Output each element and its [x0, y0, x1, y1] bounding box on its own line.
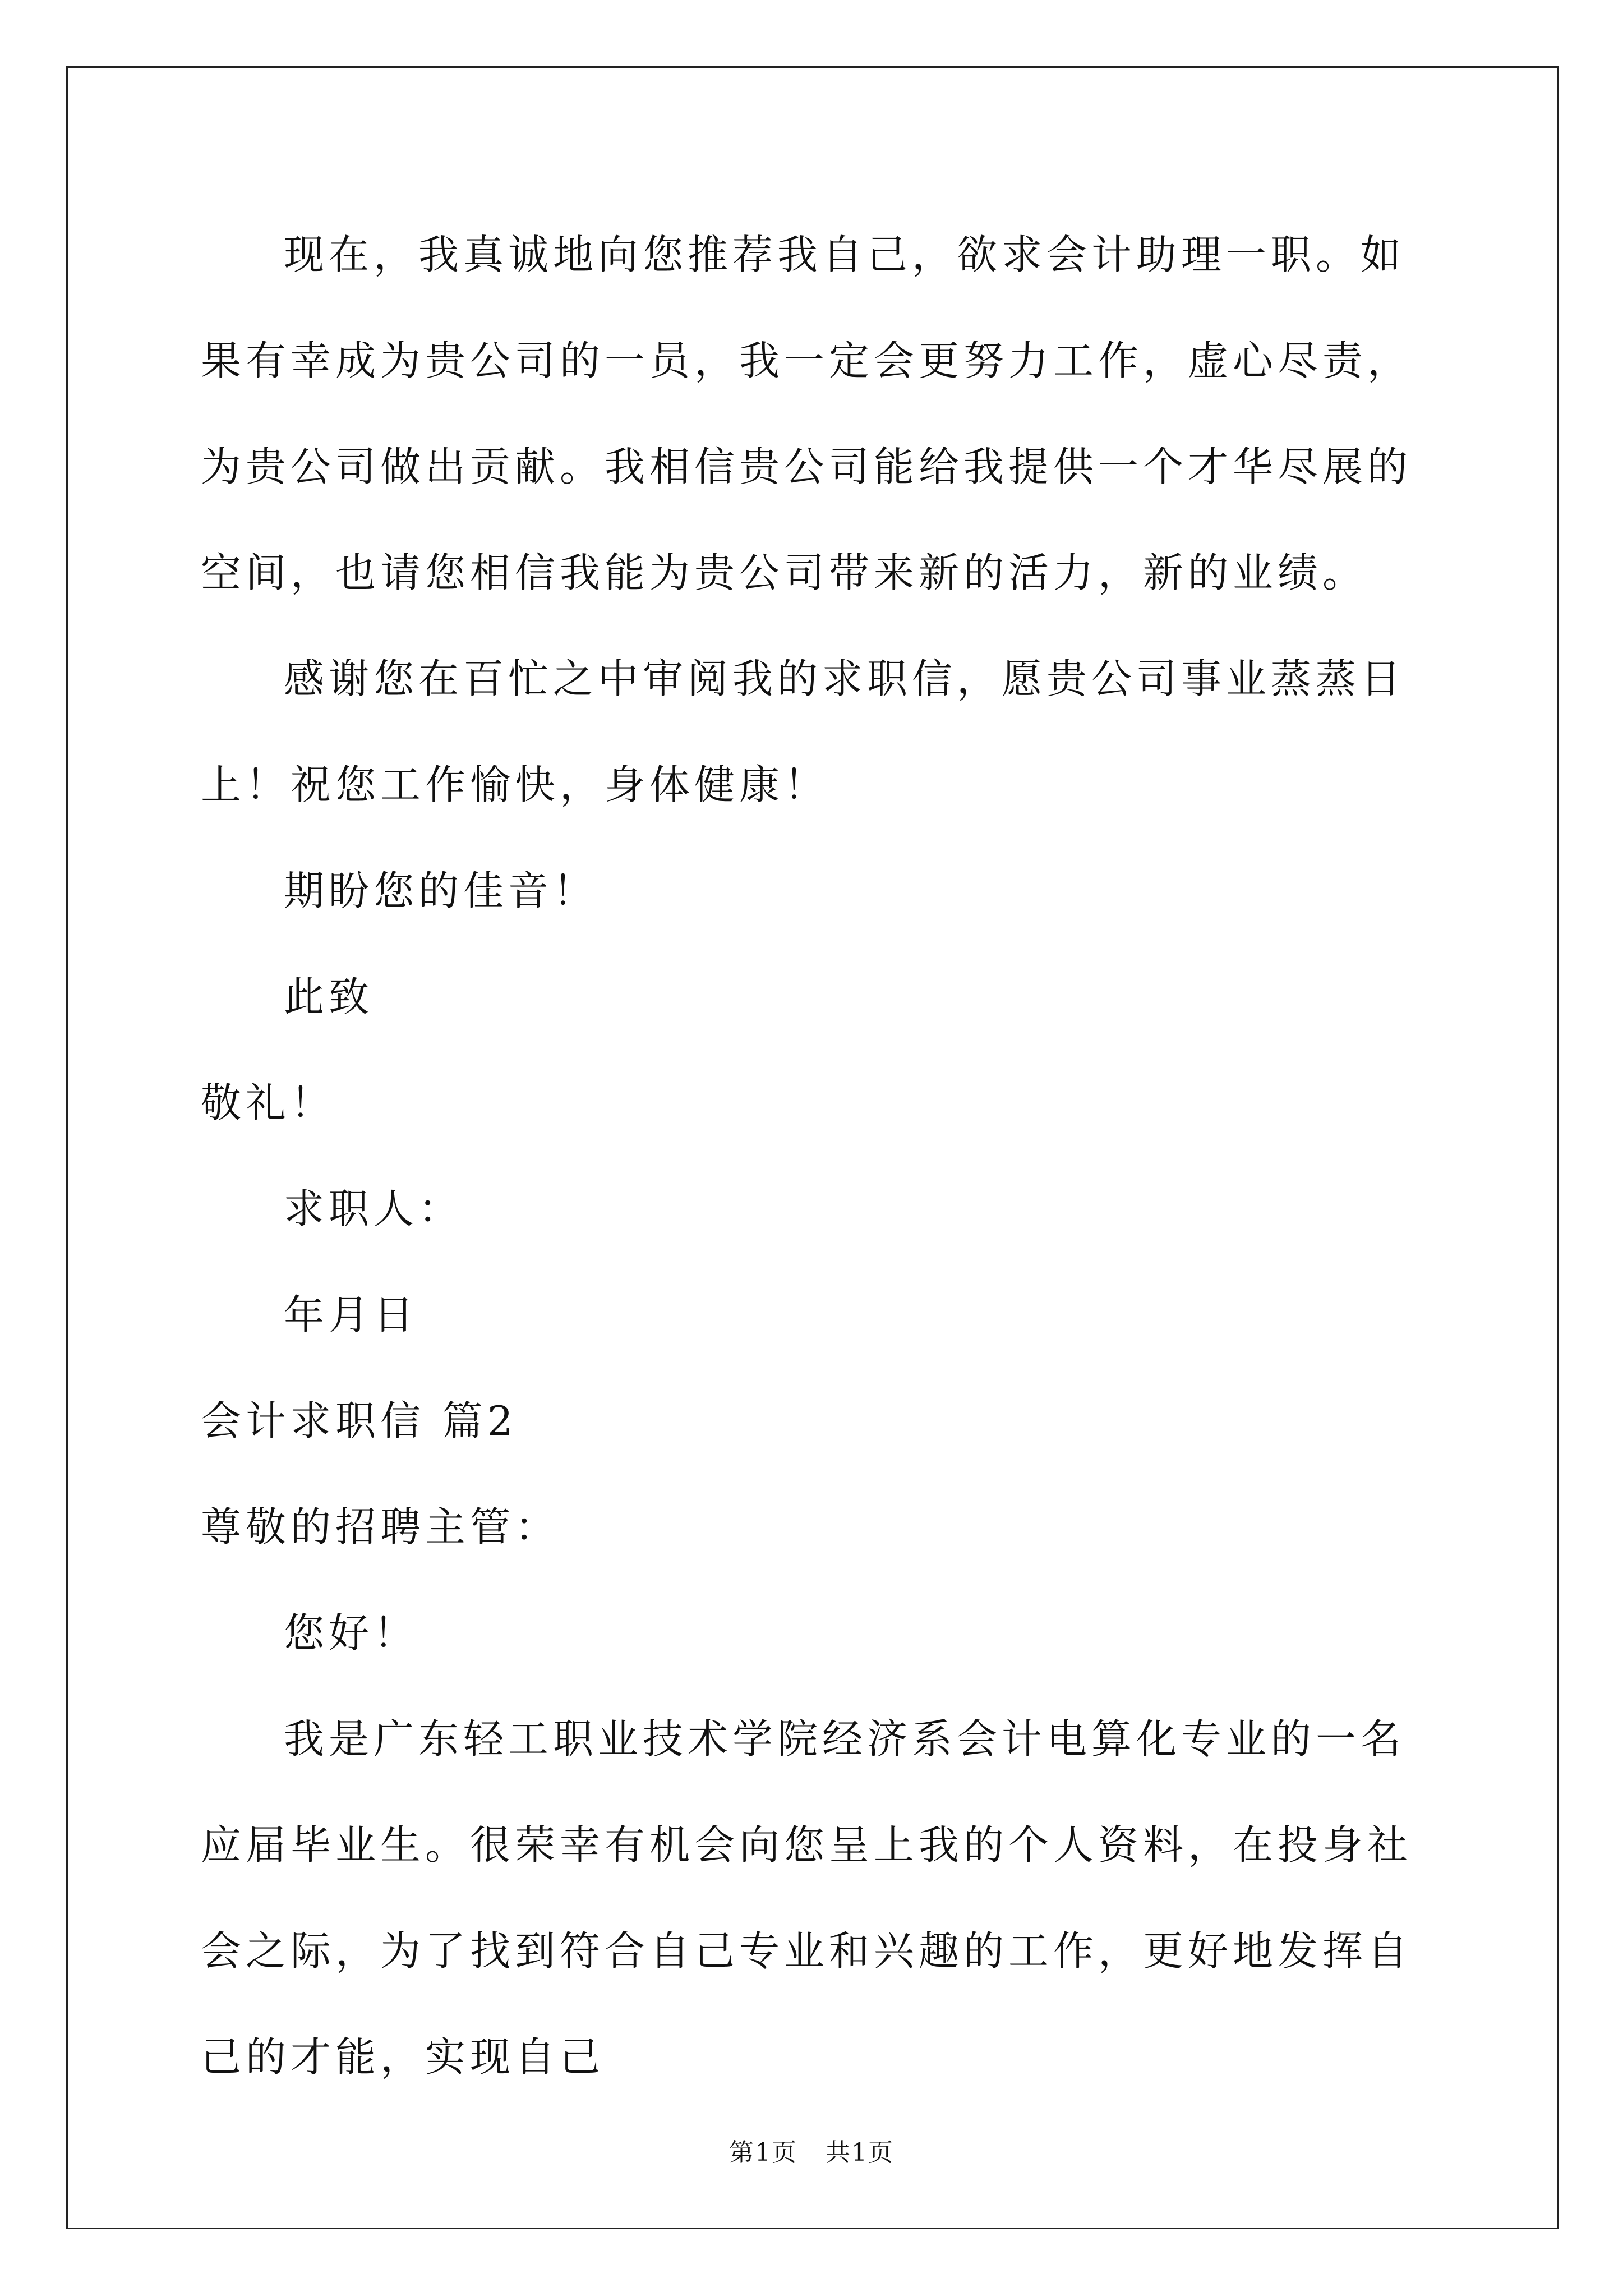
- total-pages: 共1页: [826, 2138, 894, 2167]
- paragraph-3: 期盼您的佳音！: [284, 867, 598, 914]
- salutation: 尊敬的招聘主管：: [201, 1503, 560, 1550]
- paragraph-7: 年月日: [284, 1291, 419, 1338]
- paragraph-2: 感谢您在百忙之中审阅我的求职信，愿贵公司事业蒸蒸日上！祝您工作愉快，身体健康！: [201, 655, 1406, 808]
- greeting: 您好！: [284, 1609, 419, 1657]
- page-footer: [0, 2136, 1623, 2170]
- paragraph-11: 我是广东轻工职业技术学院经济系会计电算化专业的一名应届毕业生。很荣幸有机会向您呈上我的个人资料，在投身社会之际，为了找到符合自己专业和兴趣的工作，更好地发挥自己的才能，实现自己: [201, 1715, 1413, 2081]
- paragraph-4: 此致: [284, 973, 374, 1020]
- paragraph-1: 现在，我真诚地向您推荐我自己，欲求会计助理一职。如果有幸成为贵公司的一员，我一定会更努力工作，虚心尽责，为贵公司做出贡献。我相信贵公司能给我提供一个才华尽展的空间，也请您相信我能为贵公司带来新的活力，新的业绩。: [201, 231, 1413, 596]
- page-number: 第1页: [729, 2138, 797, 2167]
- section-heading: 会计求职信 篇2: [201, 1397, 518, 1444]
- paragraph-6: 求职人：: [284, 1185, 464, 1232]
- document-body: [201, 202, 1423, 2110]
- paragraph-5: 敬礼！: [201, 1079, 336, 1126]
